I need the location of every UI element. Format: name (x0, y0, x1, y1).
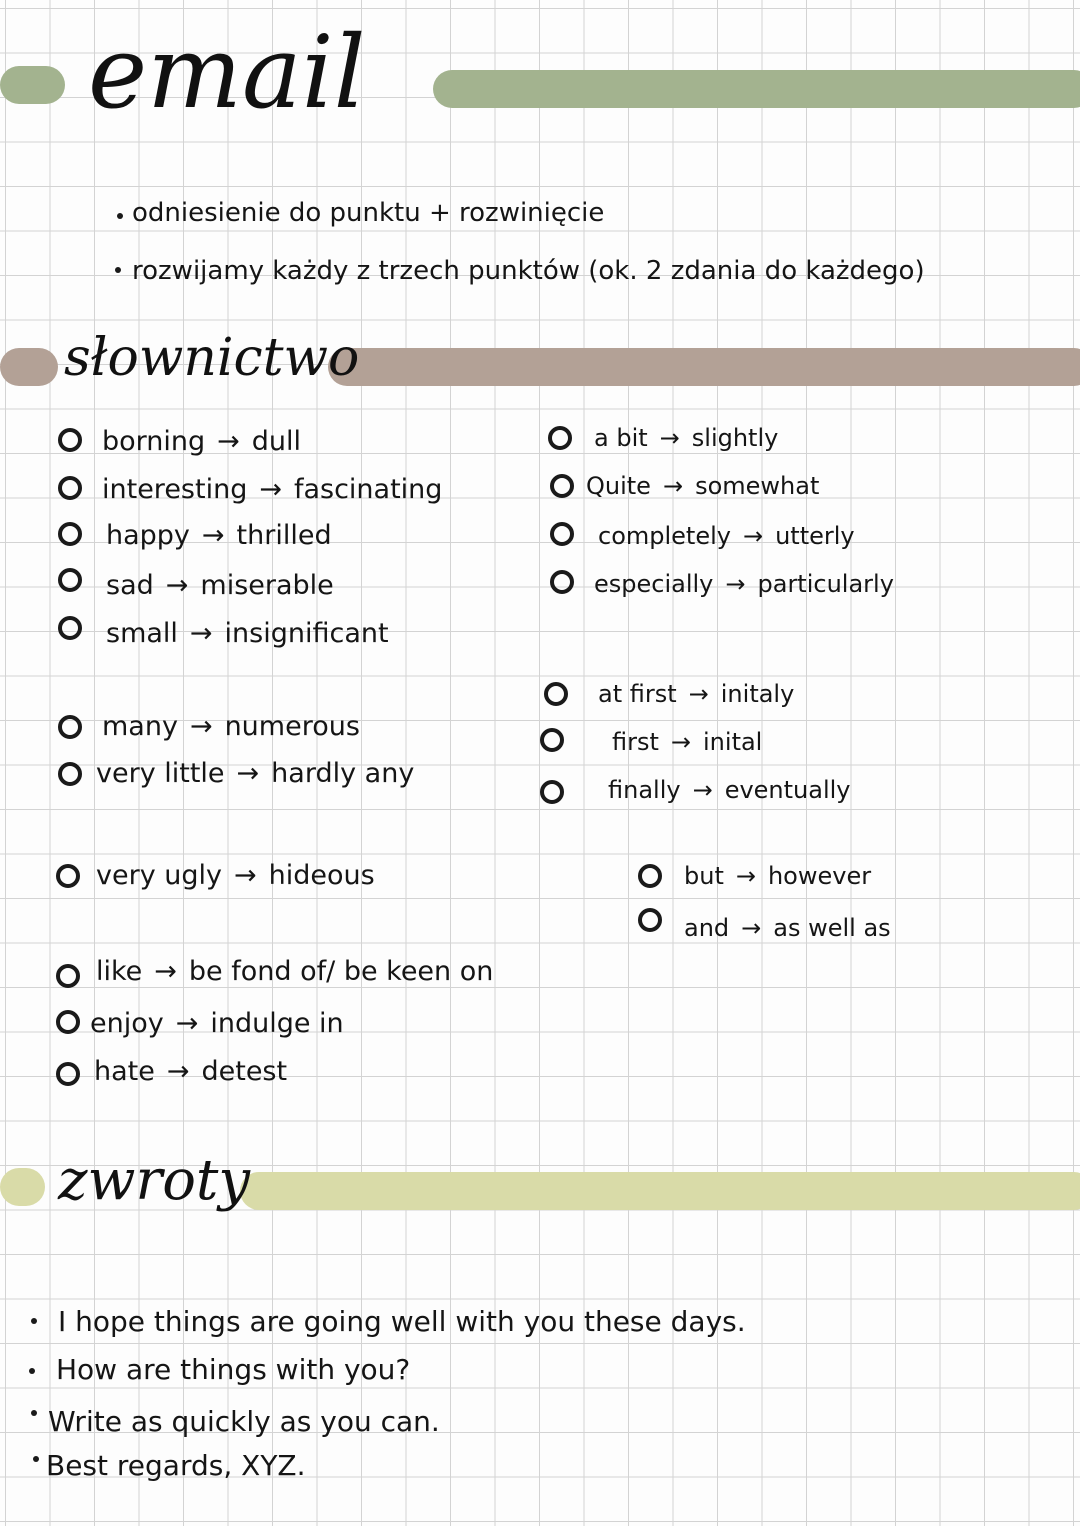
vocab-item: happy → thrilled (106, 520, 332, 551)
bullet-circle (58, 476, 82, 500)
vocab-item: many → numerous (102, 711, 360, 742)
bullet-circle (58, 428, 82, 452)
bullet-circle (544, 682, 568, 706)
vocab-item: small → insignificant (106, 618, 389, 649)
bullet-circle (550, 570, 574, 594)
phrase-line: Best regards, XYZ. (46, 1449, 306, 1482)
vocab-heading: słownictwo (64, 328, 360, 388)
intro-line-1: odniesienie do punktu + rozwinięcie (132, 198, 605, 228)
bullet-circle (638, 908, 662, 932)
bullet-circle (540, 728, 564, 752)
vocab-item: especially → particularly (594, 570, 894, 598)
bullet-dot (33, 1456, 39, 1462)
bullet-circle (56, 1062, 80, 1086)
vocab-bar-left (0, 348, 58, 386)
page-title: email (88, 14, 366, 131)
bullet-dot (31, 1410, 37, 1416)
bullet-circle (58, 568, 82, 592)
vocab-item: finally → eventually (608, 776, 851, 804)
vocab-item: but → however (684, 862, 872, 890)
vocab-item: first → inital (612, 728, 763, 756)
bullet-circle (548, 426, 572, 450)
vocab-item: interesting → fascinating (102, 474, 443, 505)
intro-line-2: rozwijamy każdy z trzech punktów (ok. 2 zdania do każdego) (132, 256, 925, 286)
bullet-dot (31, 1318, 37, 1324)
bullet-circle (638, 864, 662, 888)
vocab-item: borning → dull (102, 426, 302, 457)
phrase-line: How are things with you? (56, 1353, 411, 1386)
bullet-circle (540, 780, 564, 804)
bullet-circle (56, 1010, 80, 1034)
vocab-item: Quite → somewhat (586, 472, 820, 500)
vocab-bar-right (328, 348, 1080, 386)
vocab-item: very little → hardly any (96, 758, 415, 789)
vocab-item: like → be fond of/ be keen on (96, 956, 494, 987)
title-bar-left (0, 66, 65, 104)
title-bar-right (433, 70, 1080, 108)
bullet-circle (550, 474, 574, 498)
vocab-item: a bit → slightly (594, 424, 779, 452)
bullet-circle (550, 522, 574, 546)
bullet-circle (58, 616, 82, 640)
bullet-circle (58, 715, 82, 739)
vocab-item: and → as well as (684, 914, 891, 942)
bullet-circle (56, 964, 80, 988)
vocab-item: very ugly → hideous (96, 860, 375, 891)
phrase-line: Write as quickly as you can. (48, 1405, 440, 1438)
vocab-item: completely → utterly (598, 522, 855, 550)
bullet-circle (58, 762, 82, 786)
vocab-item: sad → miserable (106, 570, 334, 601)
phrases-heading: zwroty (58, 1148, 251, 1213)
phrases-bar-right (240, 1172, 1080, 1210)
vocab-item: at first → initaly (598, 680, 795, 708)
bullet-circle (58, 522, 82, 546)
bullet-circle (56, 864, 80, 888)
phrases-bar-left (0, 1168, 45, 1206)
bullet-dot (29, 1368, 35, 1374)
bullet-dot (115, 267, 121, 273)
phrase-line: I hope things are going well with you these days. (58, 1305, 746, 1338)
vocab-item: hate → detest (94, 1056, 288, 1087)
vocab-item: enjoy → indulge in (90, 1008, 344, 1039)
bullet-dot (117, 213, 123, 219)
